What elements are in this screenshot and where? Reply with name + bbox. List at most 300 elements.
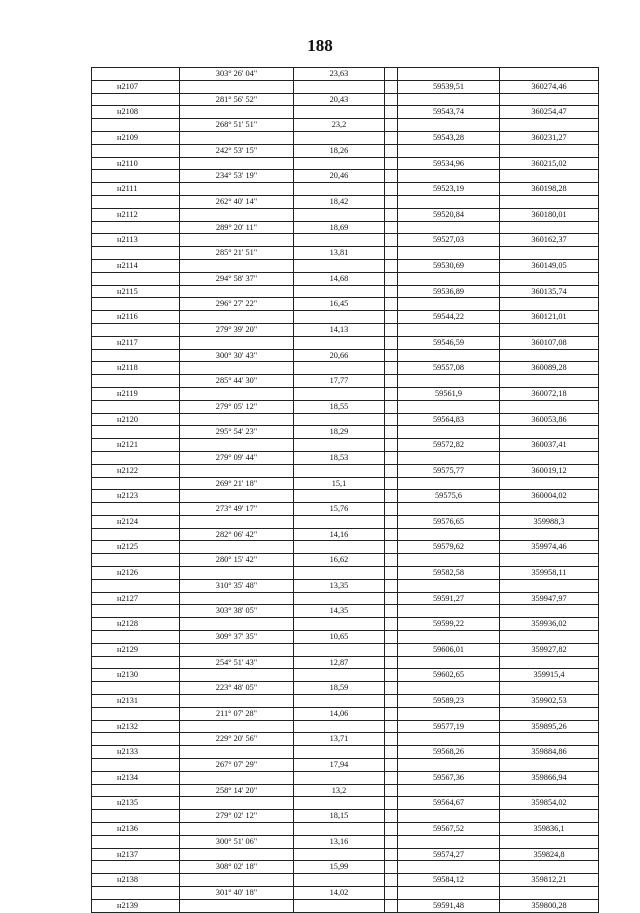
distance-cell (294, 439, 385, 452)
y-coordinate-cell: 360053,86 (500, 413, 599, 426)
distance-cell: 18,59 (294, 682, 385, 695)
y-coordinate-cell (500, 835, 599, 848)
point-id-cell: н2113 (92, 234, 180, 247)
point-id-cell: н2108 (92, 106, 180, 119)
segment-row (92, 784, 599, 797)
y-coordinate-cell (500, 426, 599, 439)
distance-cell (294, 464, 385, 477)
y-coordinate-cell: 359866,94 (500, 771, 599, 784)
spacer-cell (385, 874, 398, 887)
point-id-cell: н2130 (92, 669, 180, 682)
bearing-cell: 258° 14' 20" (180, 784, 294, 797)
x-coordinate-cell (398, 759, 500, 772)
point-id-cell (92, 451, 180, 464)
distance-cell (294, 80, 385, 93)
y-coordinate-cell (500, 247, 599, 260)
spacer-cell (385, 656, 398, 669)
point-id-cell: н2120 (92, 413, 180, 426)
spacer-cell (385, 247, 398, 260)
spacer-cell (385, 93, 398, 106)
x-coordinate-cell (398, 195, 500, 208)
coordinates-table (91, 67, 599, 913)
y-coordinate-cell (500, 400, 599, 413)
bearing-cell (180, 618, 294, 631)
point-id-cell: н2128 (92, 618, 180, 631)
x-coordinate-cell: 59564,83 (398, 413, 500, 426)
y-coordinate-cell: 359854,02 (500, 797, 599, 810)
spacer-cell (385, 183, 398, 196)
bearing-cell: 223° 48' 05" (180, 682, 294, 695)
x-coordinate-cell (398, 835, 500, 848)
y-coordinate-cell: 359895,26 (500, 720, 599, 733)
spacer-cell (385, 426, 398, 439)
distance-cell: 13,81 (294, 247, 385, 260)
spacer-cell (385, 272, 398, 285)
spacer-cell (385, 887, 398, 900)
segment-row (92, 195, 599, 208)
distance-cell: 20,46 (294, 170, 385, 183)
x-coordinate-cell (398, 784, 500, 797)
x-coordinate-cell: 59527,03 (398, 234, 500, 247)
point-id-cell: н2116 (92, 311, 180, 324)
distance-cell (294, 259, 385, 272)
bearing-cell: 303° 26' 04" (180, 68, 294, 81)
bearing-cell (180, 106, 294, 119)
point-id-cell (92, 503, 180, 516)
x-coordinate-cell (398, 272, 500, 285)
spacer-cell (385, 810, 398, 823)
distance-cell (294, 874, 385, 887)
x-coordinate-cell: 59568,26 (398, 746, 500, 759)
x-coordinate-cell: 59543,74 (398, 106, 500, 119)
point-row (92, 515, 599, 528)
y-coordinate-cell (500, 579, 599, 592)
x-coordinate-cell: 59591,48 (398, 899, 500, 912)
distance-cell: 14,68 (294, 272, 385, 285)
spacer-cell (385, 195, 398, 208)
point-id-cell: н2135 (92, 797, 180, 810)
spacer-cell (385, 119, 398, 132)
bearing-cell: 300° 51' 06" (180, 835, 294, 848)
distance-cell: 18,55 (294, 400, 385, 413)
distance-cell: 18,26 (294, 144, 385, 157)
segment-row (92, 221, 599, 234)
point-id-cell: н2124 (92, 515, 180, 528)
bearing-cell: 285° 44' 30" (180, 375, 294, 388)
y-coordinate-cell: 360231,27 (500, 131, 599, 144)
x-coordinate-cell (398, 605, 500, 618)
x-coordinate-cell (398, 477, 500, 490)
bearing-cell (180, 131, 294, 144)
bearing-cell: 254° 51' 43" (180, 656, 294, 669)
y-coordinate-cell (500, 554, 599, 567)
point-id-cell: н2121 (92, 439, 180, 452)
x-coordinate-cell (398, 810, 500, 823)
y-coordinate-cell: 360004,02 (500, 490, 599, 503)
page-number: 188 (307, 36, 333, 55)
distance-cell: 10,65 (294, 631, 385, 644)
x-coordinate-cell: 59530,69 (398, 259, 500, 272)
spacer-cell (385, 362, 398, 375)
y-coordinate-cell: 359988,3 (500, 515, 599, 528)
point-row (92, 720, 599, 733)
spacer-cell (385, 68, 398, 81)
bearing-cell: 279° 39' 20" (180, 323, 294, 336)
bearing-cell: 229° 20' 56" (180, 733, 294, 746)
bearing-cell: 310° 35' 48" (180, 579, 294, 592)
point-id-cell: н2127 (92, 592, 180, 605)
point-id-cell: н2117 (92, 336, 180, 349)
y-coordinate-cell: 360135,74 (500, 285, 599, 298)
distance-cell (294, 541, 385, 554)
x-coordinate-cell: 59523,19 (398, 183, 500, 196)
point-row (92, 490, 599, 503)
spacer-cell (385, 784, 398, 797)
distance-cell (294, 669, 385, 682)
point-row (92, 823, 599, 836)
segment-row (92, 375, 599, 388)
x-coordinate-cell (398, 426, 500, 439)
bearing-cell (180, 797, 294, 810)
x-coordinate-cell: 59567,36 (398, 771, 500, 784)
distance-cell (294, 131, 385, 144)
x-coordinate-cell (398, 707, 500, 720)
y-coordinate-cell (500, 375, 599, 388)
point-id-cell (92, 68, 180, 81)
point-row (92, 643, 599, 656)
y-coordinate-cell (500, 887, 599, 900)
segment-row (92, 451, 599, 464)
bearing-cell (180, 336, 294, 349)
distance-cell: 12,87 (294, 656, 385, 669)
bearing-cell (180, 311, 294, 324)
point-row (92, 336, 599, 349)
y-coordinate-cell: 360089,28 (500, 362, 599, 375)
y-coordinate-cell: 359947,97 (500, 592, 599, 605)
segment-row (92, 810, 599, 823)
x-coordinate-cell: 59546,59 (398, 336, 500, 349)
bearing-cell (180, 746, 294, 759)
point-row (92, 541, 599, 554)
segment-row (92, 170, 599, 183)
bearing-cell (180, 669, 294, 682)
spacer-cell (385, 157, 398, 170)
y-coordinate-cell: 359927,82 (500, 643, 599, 656)
bearing-cell (180, 567, 294, 580)
distance-cell (294, 285, 385, 298)
y-coordinate-cell: 360254,47 (500, 106, 599, 119)
distance-cell (294, 720, 385, 733)
spacer-cell (385, 477, 398, 490)
point-row (92, 259, 599, 272)
x-coordinate-cell: 59572,82 (398, 439, 500, 452)
y-coordinate-cell: 360149,05 (500, 259, 599, 272)
x-coordinate-cell (398, 861, 500, 874)
distance-cell: 20,66 (294, 349, 385, 362)
x-coordinate-cell (398, 298, 500, 311)
point-id-cell: н2133 (92, 746, 180, 759)
y-coordinate-cell: 360162,37 (500, 234, 599, 247)
distance-cell: 17,77 (294, 375, 385, 388)
bearing-cell (180, 490, 294, 503)
point-id-cell (92, 861, 180, 874)
point-id-cell (92, 426, 180, 439)
point-id-cell (92, 298, 180, 311)
x-coordinate-cell (398, 93, 500, 106)
y-coordinate-cell: 360215,02 (500, 157, 599, 170)
point-id-cell: н2129 (92, 643, 180, 656)
spacer-cell (385, 797, 398, 810)
spacer-cell (385, 221, 398, 234)
spacer-cell (385, 631, 398, 644)
point-id-cell (92, 93, 180, 106)
spacer-cell (385, 106, 398, 119)
y-coordinate-cell (500, 451, 599, 464)
spacer-cell (385, 669, 398, 682)
bearing-cell (180, 387, 294, 400)
bearing-cell (180, 541, 294, 554)
x-coordinate-cell (398, 451, 500, 464)
y-coordinate-cell (500, 784, 599, 797)
point-id-cell: н2122 (92, 464, 180, 477)
segment-row (92, 272, 599, 285)
distance-cell (294, 208, 385, 221)
point-id-cell (92, 400, 180, 413)
distance-cell: 18,15 (294, 810, 385, 823)
point-row (92, 439, 599, 452)
distance-cell (294, 567, 385, 580)
distance-cell (294, 311, 385, 324)
bearing-cell (180, 720, 294, 733)
distance-cell: 13,35 (294, 579, 385, 592)
bearing-cell: 309° 37' 35" (180, 631, 294, 644)
point-row (92, 771, 599, 784)
point-row (92, 618, 599, 631)
y-coordinate-cell: 360121,01 (500, 311, 599, 324)
spacer-cell (385, 323, 398, 336)
segment-row (92, 68, 599, 81)
y-coordinate-cell (500, 605, 599, 618)
segment-row (92, 579, 599, 592)
distance-cell: 17,94 (294, 759, 385, 772)
spacer-cell (385, 707, 398, 720)
spacer-cell (385, 464, 398, 477)
bearing-cell: 285° 21' 51" (180, 247, 294, 260)
spacer-cell (385, 144, 398, 157)
distance-cell: 14,16 (294, 528, 385, 541)
spacer-cell (385, 208, 398, 221)
y-coordinate-cell: 359936,02 (500, 618, 599, 631)
y-coordinate-cell (500, 528, 599, 541)
y-coordinate-cell (500, 631, 599, 644)
y-coordinate-cell: 359800,28 (500, 899, 599, 912)
y-coordinate-cell: 359836,1 (500, 823, 599, 836)
segment-row (92, 528, 599, 541)
bearing-cell: 303° 38' 05" (180, 605, 294, 618)
distance-cell: 13,71 (294, 733, 385, 746)
x-coordinate-cell (398, 349, 500, 362)
segment-row (92, 323, 599, 336)
x-coordinate-cell: 59602,65 (398, 669, 500, 682)
spacer-cell (385, 234, 398, 247)
distance-cell (294, 746, 385, 759)
y-coordinate-cell: 360198,28 (500, 183, 599, 196)
x-coordinate-cell: 59577,19 (398, 720, 500, 733)
bearing-cell: 280° 15' 42" (180, 554, 294, 567)
spacer-cell (385, 592, 398, 605)
segment-row (92, 682, 599, 695)
y-coordinate-cell: 359974,46 (500, 541, 599, 554)
x-coordinate-cell: 59543,28 (398, 131, 500, 144)
segment-row (92, 631, 599, 644)
bearing-cell: 301° 40' 18" (180, 887, 294, 900)
bearing-cell: 279° 09' 44" (180, 451, 294, 464)
point-row (92, 208, 599, 221)
x-coordinate-cell: 59534,96 (398, 157, 500, 170)
x-coordinate-cell: 59582,58 (398, 567, 500, 580)
spacer-cell (385, 387, 398, 400)
point-row (92, 695, 599, 708)
x-coordinate-cell (398, 119, 500, 132)
point-id-cell: н2118 (92, 362, 180, 375)
point-id-cell (92, 682, 180, 695)
distance-cell: 15,99 (294, 861, 385, 874)
segment-row (92, 835, 599, 848)
x-coordinate-cell: 59579,62 (398, 541, 500, 554)
spacer-cell (385, 490, 398, 503)
distance-cell: 15,76 (294, 503, 385, 516)
y-coordinate-cell: 359884,86 (500, 746, 599, 759)
x-coordinate-cell (398, 631, 500, 644)
y-coordinate-cell: 360037,41 (500, 439, 599, 452)
y-coordinate-cell: 359915,4 (500, 669, 599, 682)
distance-cell: 13,16 (294, 835, 385, 848)
bearing-cell (180, 208, 294, 221)
x-coordinate-cell: 59520,84 (398, 208, 500, 221)
point-id-cell: н2123 (92, 490, 180, 503)
distance-cell (294, 336, 385, 349)
point-id-cell (92, 733, 180, 746)
spacer-cell (385, 733, 398, 746)
distance-cell (294, 618, 385, 631)
distance-cell: 20,43 (294, 93, 385, 106)
spacer-cell (385, 682, 398, 695)
distance-cell: 23,63 (294, 68, 385, 81)
segment-row (92, 887, 599, 900)
point-row (92, 567, 599, 580)
bearing-cell (180, 285, 294, 298)
y-coordinate-cell: 359958,11 (500, 567, 599, 580)
point-id-cell (92, 579, 180, 592)
segment-row (92, 605, 599, 618)
spacer-cell (385, 823, 398, 836)
distance-cell (294, 413, 385, 426)
spacer-cell (385, 80, 398, 93)
x-coordinate-cell (398, 375, 500, 388)
bearing-cell: 262° 40' 14" (180, 195, 294, 208)
spacer-cell (385, 771, 398, 784)
point-id-cell (92, 170, 180, 183)
y-coordinate-cell (500, 503, 599, 516)
distance-cell (294, 643, 385, 656)
x-coordinate-cell: 59536,89 (398, 285, 500, 298)
point-id-cell (92, 221, 180, 234)
bearing-cell (180, 259, 294, 272)
distance-cell: 16,45 (294, 298, 385, 311)
distance-cell: 18,53 (294, 451, 385, 464)
y-coordinate-cell: 360072,18 (500, 387, 599, 400)
distance-cell (294, 899, 385, 912)
y-coordinate-cell: 359902,53 (500, 695, 599, 708)
point-id-cell (92, 195, 180, 208)
segment-row (92, 119, 599, 132)
point-id-cell: н2114 (92, 259, 180, 272)
point-row (92, 848, 599, 861)
segment-row (92, 503, 599, 516)
bearing-cell: 289° 20' 11" (180, 221, 294, 234)
spacer-cell (385, 349, 398, 362)
bearing-cell: 279° 02' 12" (180, 810, 294, 823)
point-row (92, 797, 599, 810)
x-coordinate-cell (398, 682, 500, 695)
point-row (92, 746, 599, 759)
point-row (92, 131, 599, 144)
distance-cell: 18,69 (294, 221, 385, 234)
distance-cell: 14,35 (294, 605, 385, 618)
bearing-cell (180, 80, 294, 93)
spacer-cell (385, 439, 398, 452)
x-coordinate-cell: 59561,9 (398, 387, 500, 400)
x-coordinate-cell: 59576,65 (398, 515, 500, 528)
bearing-cell: 308° 02' 18" (180, 861, 294, 874)
bearing-cell: 279° 05' 12" (180, 400, 294, 413)
point-id-cell (92, 119, 180, 132)
point-row (92, 592, 599, 605)
y-coordinate-cell (500, 707, 599, 720)
spacer-cell (385, 835, 398, 848)
spacer-cell (385, 746, 398, 759)
point-id-cell (92, 605, 180, 618)
y-coordinate-cell: 360107,08 (500, 336, 599, 349)
distance-cell: 14,06 (294, 707, 385, 720)
x-coordinate-cell: 59564,67 (398, 797, 500, 810)
distance-cell (294, 183, 385, 196)
segment-row (92, 93, 599, 106)
point-id-cell: н2138 (92, 874, 180, 887)
bearing-cell (180, 848, 294, 861)
segment-row (92, 349, 599, 362)
segment-row (92, 759, 599, 772)
distance-cell: 18,42 (294, 195, 385, 208)
x-coordinate-cell (398, 503, 500, 516)
segment-row (92, 477, 599, 490)
distance-cell (294, 515, 385, 528)
distance-cell (294, 848, 385, 861)
spacer-cell (385, 170, 398, 183)
spacer-cell (385, 759, 398, 772)
bearing-cell: 295° 54' 23" (180, 426, 294, 439)
y-coordinate-cell: 360274,46 (500, 80, 599, 93)
bearing-cell (180, 464, 294, 477)
coordinates-table-body (92, 68, 599, 913)
y-coordinate-cell (500, 221, 599, 234)
y-coordinate-cell (500, 323, 599, 336)
x-coordinate-cell: 59567,52 (398, 823, 500, 836)
y-coordinate-cell (500, 759, 599, 772)
spacer-cell (385, 899, 398, 912)
point-id-cell (92, 759, 180, 772)
point-id-cell (92, 528, 180, 541)
